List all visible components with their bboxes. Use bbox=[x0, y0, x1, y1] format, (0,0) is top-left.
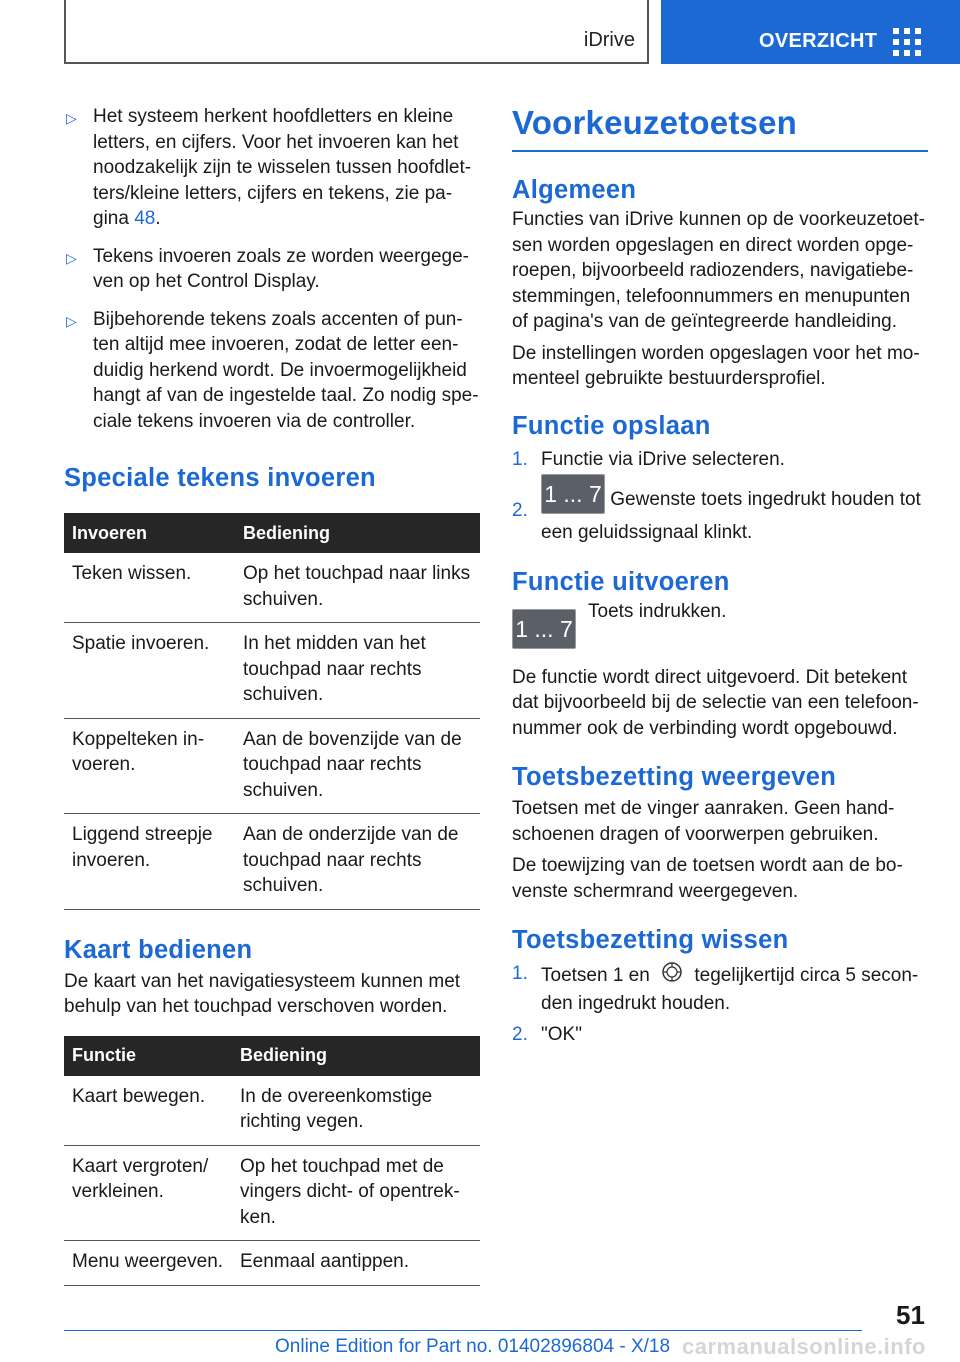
list-item bbox=[512, 447, 928, 473]
table-row bbox=[64, 1145, 480, 1241]
page-link[interactable]: 48 bbox=[134, 208, 156, 229]
table-cell: Aan de onderzijde van de touchpad naar rechts schuiven. bbox=[235, 814, 480, 910]
execute-row bbox=[512, 601, 928, 653]
table-header: Invoeren bbox=[64, 513, 235, 553]
page-number: 51 bbox=[896, 1300, 925, 1330]
table-row bbox=[64, 718, 480, 814]
table-cell: Teken wissen. bbox=[64, 553, 235, 623]
table-row bbox=[64, 1241, 480, 1286]
bullet-text: Het systeem herkent hoofdletters en kleine letters, en cijfers. Voor het invoeren kan het noodzakelijk zijn te wisselen tussen hoofdlet-ters/kleine letters, cijfers en tekens, zie pa-gina bbox=[93, 106, 472, 229]
header-chapter-tab[interactable] bbox=[661, 0, 960, 64]
table-cell: Kaart vergroten/ verkleinen. bbox=[64, 1145, 232, 1241]
execute-text: Toets indrukken. bbox=[588, 600, 727, 622]
watermark: carmanualsonline.info bbox=[682, 1334, 926, 1359]
map-text: De kaart van het navigatiesysteem kunnen met behulp van het touchpad verschoven worden. bbox=[64, 970, 461, 1017]
triangle-bullet-icon: ▷ bbox=[66, 312, 77, 329]
preset-key-icon: 1 ... 7 bbox=[541, 474, 605, 514]
step-number: 2. bbox=[512, 1024, 528, 1045]
page-title: Voorkeuzetoetsen bbox=[512, 104, 797, 141]
table-row bbox=[64, 814, 480, 910]
heading-general: Algemeen bbox=[512, 176, 637, 204]
special-chars-table bbox=[64, 513, 480, 910]
triangle-bullet-icon: ▷ bbox=[66, 110, 77, 126]
right-column bbox=[512, 104, 928, 1048]
table-cell: Op het touchpad naar links schuiven. bbox=[235, 553, 480, 623]
preset-key-icon: 1 ... 7 bbox=[512, 609, 576, 649]
triangle-bullet-icon: ▷ bbox=[66, 249, 77, 266]
table-cell: Koppelteken in-voeren. bbox=[64, 718, 235, 814]
heading-map: Kaart bedienen bbox=[64, 935, 253, 964]
general-paragraph: Functies van iDrive kunnen op de voorkeuzetoet-sen worden opgeslagen en direct worden opge-roepen, bijvoorbeeld radiozenders, navigatiebe-stemmingen, telefoonnummers en menupunten of pagina's van de geïntegreerde handleiding. bbox=[512, 209, 925, 332]
controller-knob-icon bbox=[661, 961, 683, 991]
heading-special-chars: Speciale tekens invoeren bbox=[64, 464, 376, 492]
bullet-item bbox=[64, 307, 480, 435]
footer-rule bbox=[64, 1330, 862, 1331]
bullet-text-end: . bbox=[155, 208, 161, 229]
list-item bbox=[512, 1022, 928, 1048]
heading-execute: Functie uitvoeren bbox=[512, 567, 730, 596]
table-cell: Liggend streepje invoeren. bbox=[64, 814, 235, 910]
table-header: Functie bbox=[64, 1036, 232, 1076]
bullet-item bbox=[64, 104, 480, 232]
step-number: 1. bbox=[512, 448, 528, 470]
list-item bbox=[512, 961, 928, 1016]
list-item bbox=[512, 480, 928, 546]
table-cell: Eenmaal aantippen. bbox=[232, 1241, 480, 1286]
table-cell: In het midden van het touchpad naar rechts schuiven. bbox=[235, 623, 480, 719]
left-column bbox=[64, 104, 480, 1286]
title-rule bbox=[512, 150, 928, 152]
show-paragraph: De toewijzing van de toetsen wordt aan de bo-venste schermrand weergegeven. bbox=[512, 855, 903, 902]
step-text: "OK" bbox=[541, 1024, 582, 1045]
heading-clear-assignment: Toetsbezetting wissen bbox=[512, 926, 789, 954]
step-text: tegelijkertijd circa 5 secon-den ingedrukt houden. bbox=[541, 964, 919, 1014]
header-section-label: iDrive bbox=[583, 29, 635, 51]
bullet-item bbox=[64, 244, 480, 295]
table-cell: Kaart bewegen. bbox=[64, 1076, 232, 1146]
table-header: Bediening bbox=[232, 1036, 480, 1076]
table-row bbox=[64, 623, 480, 719]
table-row bbox=[64, 553, 480, 623]
table-cell: Aan de bovenzijde van de touchpad naar rechts schuiven. bbox=[235, 718, 480, 814]
footer-text: Online Edition for Part no. 01402896804 - X/18 bbox=[275, 1336, 671, 1357]
step-text: Functie via iDrive selecteren. bbox=[541, 448, 785, 470]
step-text: Gewenste toets ingedrukt houden tot een geluidssignaal klinkt. bbox=[541, 489, 921, 543]
table-row bbox=[64, 1076, 480, 1146]
header-section-box bbox=[64, 0, 649, 64]
general-paragraph: De instellingen worden opgeslagen voor het mo-menteel gebruikte bestuurdersprofiel. bbox=[512, 342, 920, 389]
heading-show-assignment: Toetsbezetting weergeven bbox=[512, 763, 837, 791]
show-paragraph: Toetsen met de vinger aanraken. Geen hand-schoenen dragen of voorwerpen gebruiken. bbox=[512, 798, 895, 845]
bullet-text: Bijbehorende tekens zoals accenten of pun-ten altijd mee invoeren, zodat de letter een-duidig herkend wordt. De invoermogelijkheid hangt af van de ingestelde taal. Zo nodig spe-ciale tekens invoeren via de controller. bbox=[93, 308, 479, 432]
table-cell: In de overeenkomstige richting vegen. bbox=[232, 1076, 480, 1146]
map-control-table bbox=[64, 1036, 480, 1286]
grid-menu-icon[interactable] bbox=[893, 28, 921, 54]
bullet-text: Tekens invoeren zoals ze worden weergege-ven op het Control Display. bbox=[93, 245, 469, 292]
header-chapter-label: OVERZICHT bbox=[759, 30, 878, 52]
table-cell: Op het touchpad met de vingers dicht- of opentrek-ken. bbox=[232, 1145, 480, 1241]
step-number: 2. bbox=[512, 500, 528, 521]
execute-paragraph: De functie wordt direct uitgevoerd. Dit betekent dat bijvoorbeeld bij de selectie van een telefoon-nummer ook de verbinding wordt opgebouwd. bbox=[512, 666, 919, 739]
table-cell: Menu weergeven. bbox=[64, 1241, 232, 1286]
step-number: 1. bbox=[512, 963, 528, 984]
step-text: Toetsen 1 en bbox=[541, 964, 650, 986]
table-cell: Spatie invoeren. bbox=[64, 623, 235, 719]
heading-save: Functie opslaan bbox=[512, 411, 711, 440]
table-header: Bediening bbox=[235, 513, 480, 553]
